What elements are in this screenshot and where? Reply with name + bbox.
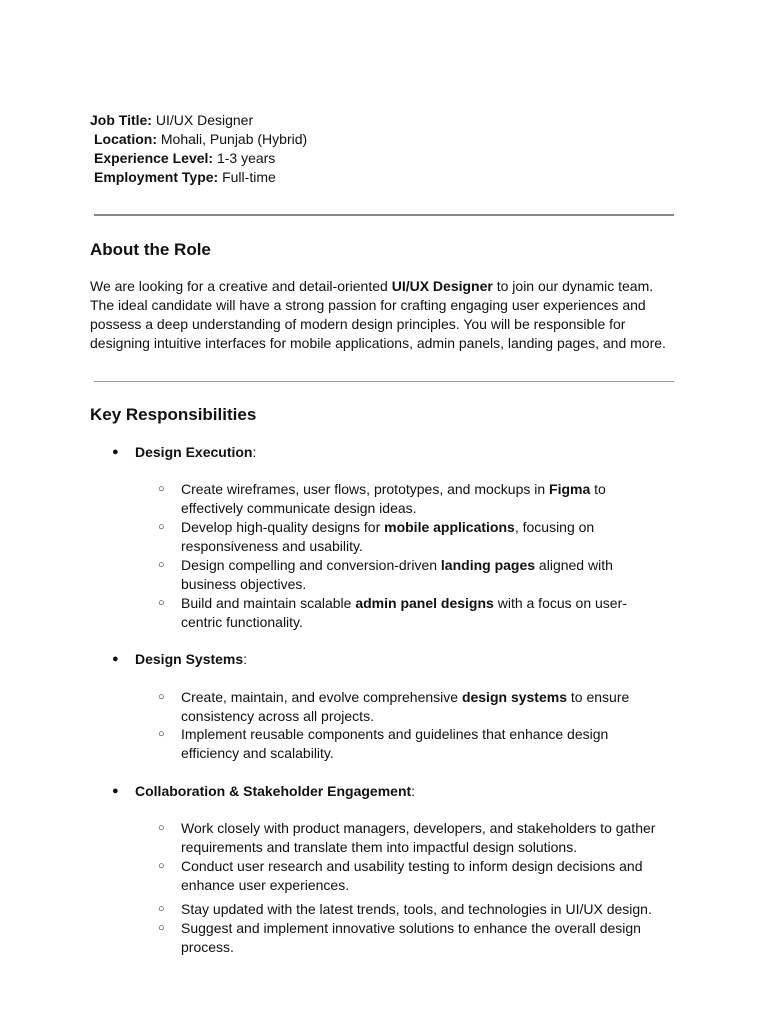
group-title: Design Systems [135,651,244,667]
bullet-circle-icon: ○ [158,483,165,495]
bullet-circle-icon: ○ [158,822,165,834]
list-item-text [181,518,668,556]
list-item-text [181,594,668,632]
group-title: Design Execution [135,444,253,460]
list-item [158,518,668,556]
list-item-text: Implement reusable components and guidelines that enhance design efficiency and scalability. [181,726,609,761]
list-item-text: Work closely with product managers, developers, and stakeholders to gather requirements and translate them into impactful design solutions. [181,820,656,855]
divider [94,381,674,382]
list-item-text: Stay updated with the latest trends, tools, and technologies in UI/UX design. [181,901,652,917]
list-item-run-bold: mobile applications [384,519,515,535]
group-title: Collaboration & Stakeholder Engagement [135,783,412,799]
bullet-circle-icon: ○ [158,860,165,872]
list-item-text: Suggest and implement innovative solutions to enhance the overall design process. [181,920,641,955]
about-paragraph [90,277,680,353]
list-item-run: to ensure consistency across all projects. [181,689,630,724]
group-title-line [135,650,247,669]
divider [94,214,674,216]
list-item-run-bold: design systems [461,689,567,705]
list-item-run: Create, maintain, and evolve comprehensive [181,689,462,705]
job-title-value: UI/UX Designer [151,112,254,128]
bullet-dot-icon: ● [112,446,119,458]
employment-type-value: Full-time [218,169,276,185]
list-item [158,480,668,518]
experience-level-line [94,149,275,168]
experience-level-value: 1-3 years [213,150,276,166]
group-title-suffix: : [243,651,248,667]
group-title-line [135,443,256,462]
list-item [158,919,668,957]
list-item-run: , focusing on responsiveness and usability. [181,519,595,554]
list-item-run-bold: admin panel designs [355,595,494,611]
bullet-circle-icon: ○ [158,922,165,934]
list-item [158,857,668,895]
about-run: to join our dynamic team. The ideal candidate will have a strong passion for crafting engaging user experiences and possess a deep understanding of modern design principles. You will be responsible for designing intuitive interfaces for mobile applications, admin panels, landing pages, and more. [90,278,666,351]
list-item-run: Create wireframes, user flows, prototypes, and mockups in [181,481,550,497]
experience-level-label: Experience Level: [94,150,214,166]
list-item [158,594,668,632]
bullet-circle-icon: ○ [158,559,165,571]
group-title-suffix: : [411,783,416,799]
list-item-run: with a focus on user-centric functionality. [181,595,627,630]
about-run-bold: UI/UX Designer [391,278,493,294]
list-item-run: Develop high-quality designs for [181,519,385,535]
group-title-suffix: : [252,444,257,460]
list-item-run: to effectively communicate design ideas. [181,481,606,516]
group-title-line [135,782,415,801]
job-title-label: Job Title: [90,112,152,128]
list-item [158,556,668,594]
location-label: Location: [94,131,157,147]
employment-type-line [94,168,276,187]
list-item [158,819,668,857]
list-item-run: Design compelling and conversion-driven [181,557,441,573]
bullet-circle-icon: ○ [158,903,165,915]
list-item-text: Conduct user research and usability testing to inform design decisions and enhance user experiences. [181,858,643,893]
responsibilities-heading: Key Responsibilities [90,405,257,424]
employment-type-label: Employment Type: [94,169,219,185]
location-value: Mohali, Punjab (Hybrid) [157,131,308,147]
about-heading: About the Role [90,240,211,259]
location-line [94,130,307,149]
list-item [158,725,668,763]
bullet-circle-icon: ○ [158,597,165,609]
about-run: We are looking for a creative and detail-oriented [90,278,392,294]
list-item [158,688,668,726]
bullet-dot-icon: ● [112,785,119,797]
list-item-run: Build and maintain scalable [181,595,356,611]
list-item-run-bold: Figma [549,481,591,497]
bullet-circle-icon: ○ [158,728,165,740]
list-item-text [181,688,668,726]
bullet-circle-icon: ○ [158,691,165,703]
list-item [158,900,668,919]
list-item-text [181,556,668,594]
list-item-run: aligned with business objectives. [181,557,613,592]
job-title-line [90,111,253,130]
list-item-run-bold: landing pages [440,557,536,573]
bullet-dot-icon: ● [112,653,119,665]
list-item-text [181,480,668,518]
bullet-circle-icon: ○ [158,521,165,533]
